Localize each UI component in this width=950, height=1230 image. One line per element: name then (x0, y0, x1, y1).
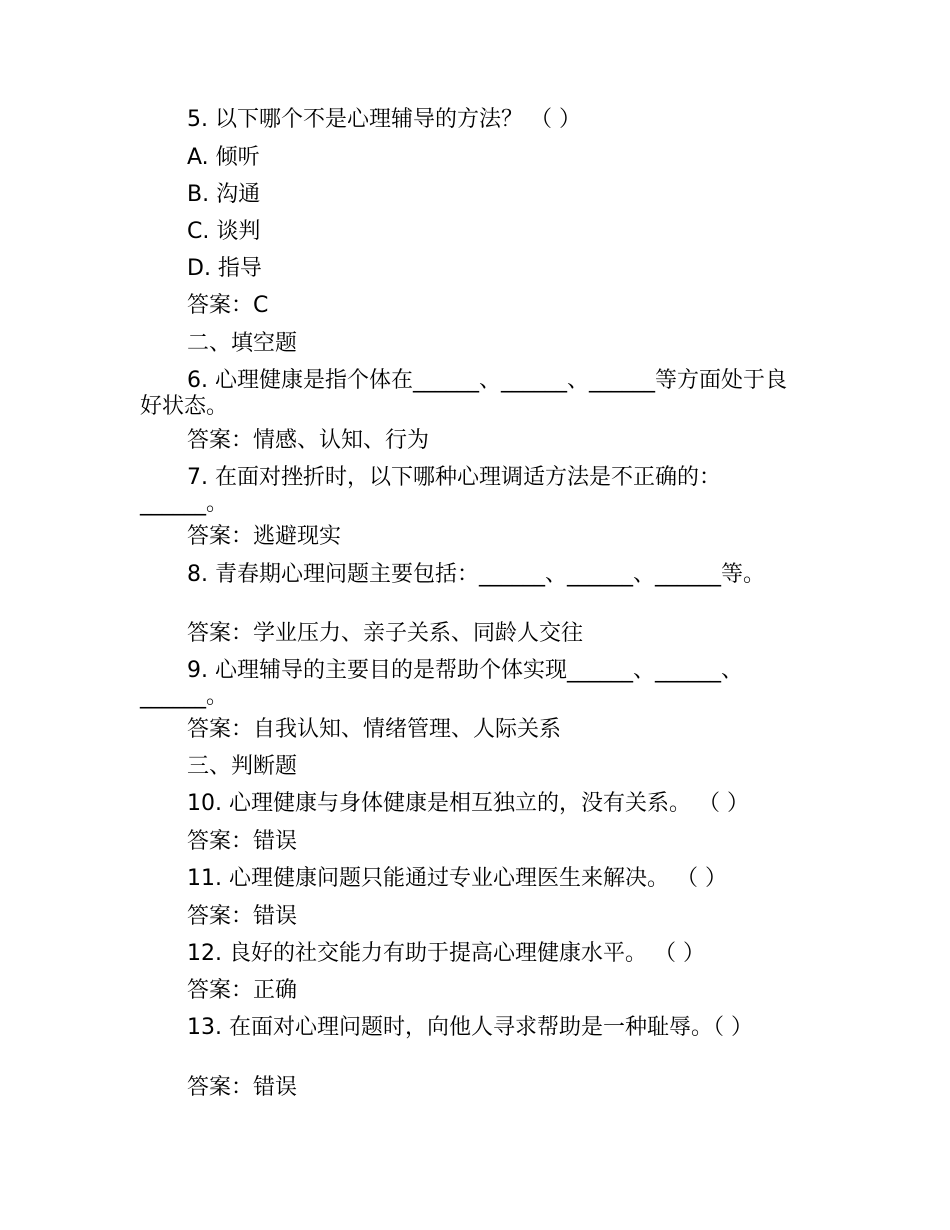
answer-10: 答案：错误 (187, 829, 298, 854)
question-9: 9. 心理辅导的主要目的是帮助个体实现______、______、______。 (140, 658, 743, 709)
question-13: 13. 在面对心理问题时，向他人寻求帮助是一种耻辱。（ ） (187, 1015, 753, 1040)
section-heading-true-false: 三、判断题 (187, 754, 298, 779)
answer-6: 答案：情感、认知、行为 (187, 428, 430, 453)
question-6: 6. 心理健康是指个体在______、______、______等方面处于良好状态。 (140, 368, 787, 419)
option-b: B. 沟通 (187, 182, 261, 207)
question-8: 8. 青春期心理问题主要包括：______、______、______等。 (187, 562, 765, 587)
answer-12: 答案：正确 (187, 978, 298, 1003)
answer-7: 答案：逃避现实 (187, 524, 342, 549)
answer-13: 答案：错误 (187, 1075, 298, 1100)
answer-8: 答案：学业压力、亲子关系、同龄人交往 (187, 621, 584, 646)
answer-9: 答案：自我认知、情绪管理、人际关系 (187, 717, 562, 742)
option-a: A. 倾听 (187, 145, 260, 170)
answer-5: 答案：C (187, 293, 269, 318)
question-10: 10. 心理健康与身体健康是相互独立的，没有关系。 （ ） (187, 791, 749, 816)
question-12: 12. 良好的社交能力有助于提高心理健康水平。 （ ） (187, 941, 705, 966)
question-11: 11. 心理健康问题只能通过专业心理医生来解决。 （ ） (187, 866, 727, 891)
question-5: 5. 以下哪个不是心理辅导的方法？ （ ） (187, 107, 581, 132)
question-7: 7. 在面对挫折时，以下哪种心理调适方法是不正确的：______。 (140, 465, 721, 516)
section-heading-fill-in: 二、填空题 (187, 331, 298, 356)
option-d: D. 指导 (187, 256, 262, 281)
answer-11: 答案：错误 (187, 904, 298, 929)
option-c: C. 谈判 (187, 219, 261, 244)
